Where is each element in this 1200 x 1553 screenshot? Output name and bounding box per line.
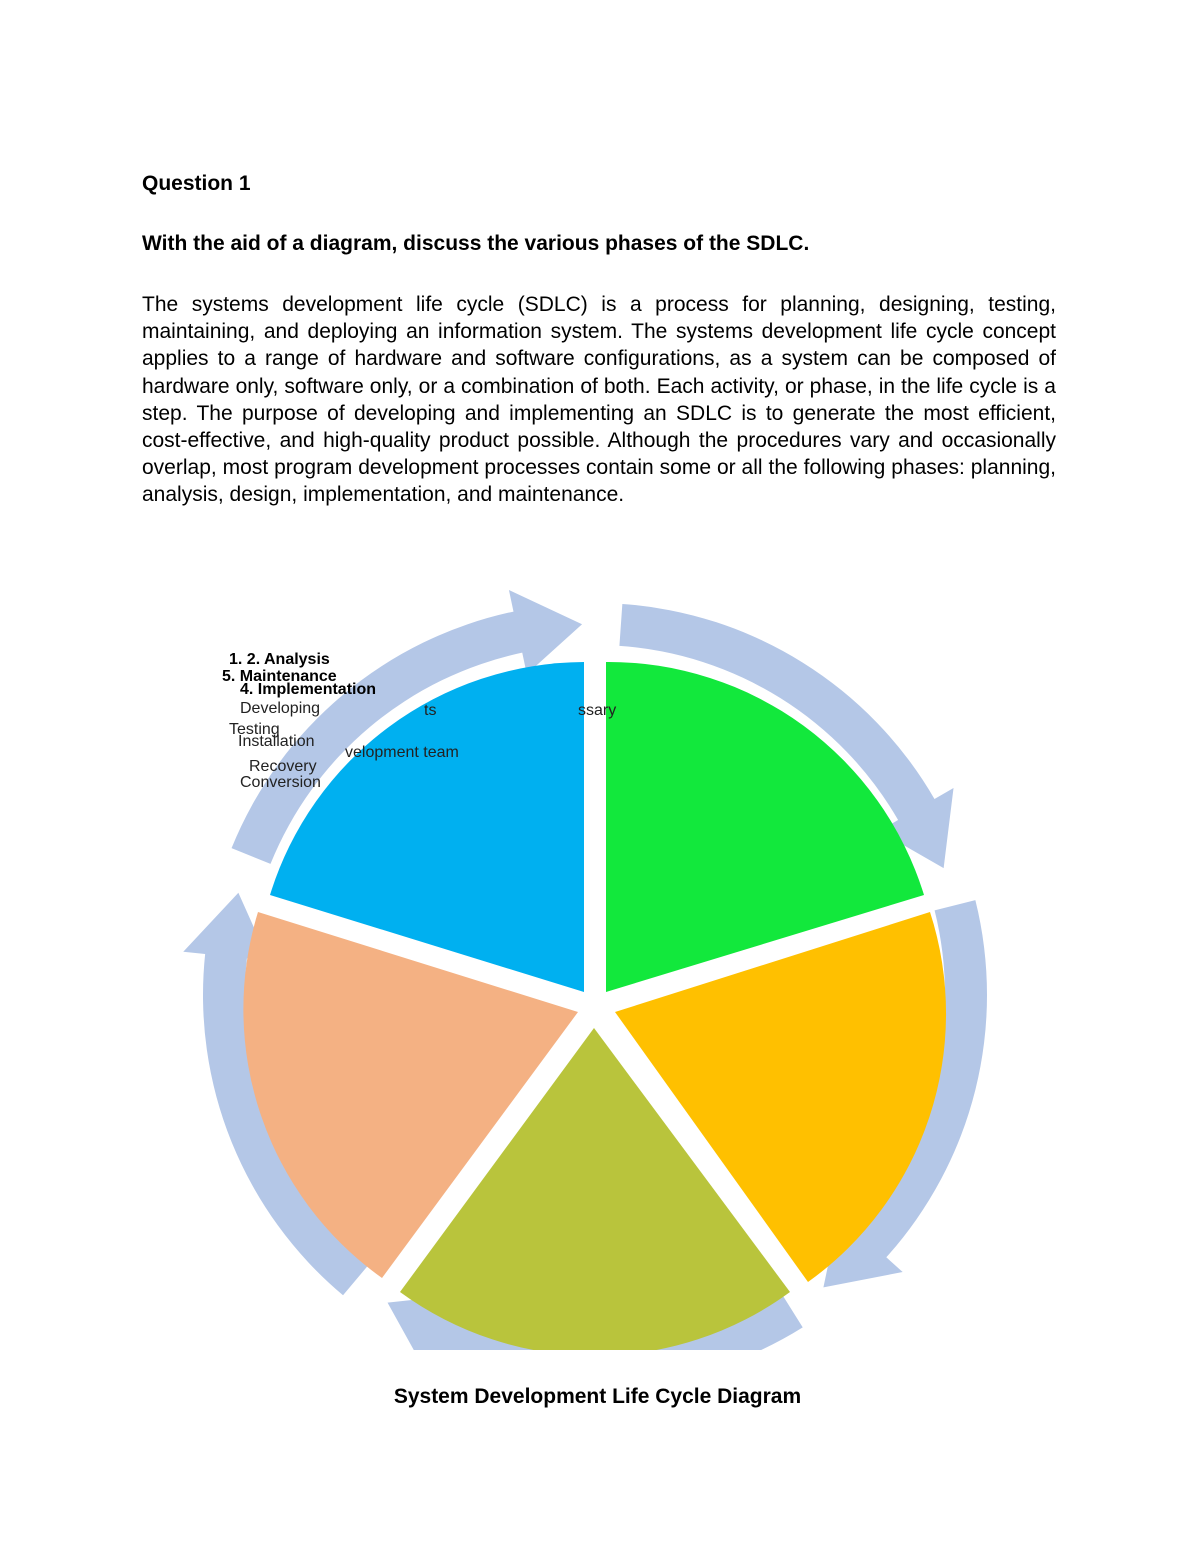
label-developing: Developing [240, 700, 321, 717]
label-testing: Testing [229, 721, 280, 738]
question-heading: Question 1 [142, 172, 251, 195]
diagram-caption: System Development Life Cycle Diagram [393, 1385, 802, 1408]
label-development-team: velopment team [345, 744, 459, 761]
label-planning-analysis: 1. 2. Analysis [229, 651, 330, 668]
label-installation: Installation [238, 733, 315, 750]
sdlc-diagram [0, 590, 1200, 1350]
label-recovery: Recovery [249, 758, 317, 775]
question-prompt: With the aid of a diagram, discuss the various phases of the SDLC. [142, 232, 810, 255]
label-fragment-ssary: ssary [578, 702, 617, 719]
label-fragment-ts: ts [424, 702, 437, 719]
body-paragraph: The systems development life cycle (SDLC) is a process for planning, designing, testing, maintaining, and deploying an information system. The systems development life cycle concept applies to a range of hardware and software configurations, as a system can be composed of hardware only, software only, or a combination of both. Each activity, or phase, in the life cycle is a step. The purpose of developing and implementing an SDLC is to generate the most efficient, cost-effective, and high-quality product possible. Although the procedures vary and occasionally overlap, most program development processes contain some or all the following phases: planning, analysis, design, implementation, and maintenance. [142, 293, 1056, 507]
label-implementation: 4. Implementation [240, 681, 377, 698]
label-maintenance: 5. Maintenance [222, 668, 337, 685]
label-conversion: Conversion [240, 774, 321, 791]
